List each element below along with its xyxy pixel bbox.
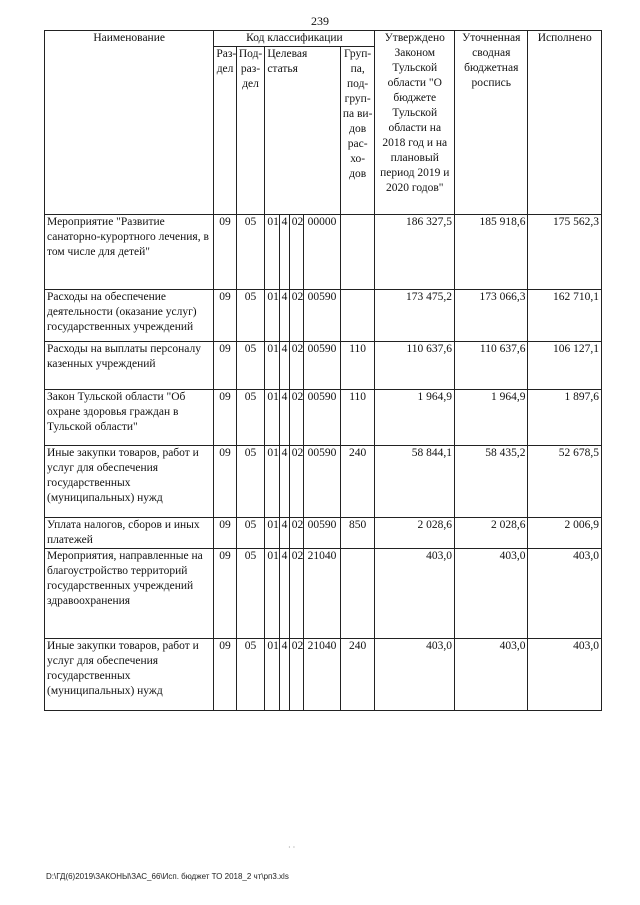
row-executed: 403,0	[528, 549, 602, 639]
table-row	[45, 549, 602, 639]
row-code-1: 01	[265, 446, 279, 518]
row-approved: 173 475,2	[375, 290, 455, 342]
row-code-3: 02	[289, 518, 303, 549]
row-code-4: 00590	[304, 290, 341, 342]
row-code-4: 00590	[304, 446, 341, 518]
row-code-4: 00590	[304, 390, 341, 446]
row-executed: 52 678,5	[528, 446, 602, 518]
scan-speck: · ·	[288, 843, 296, 852]
header-executed: Исполнено	[528, 31, 602, 215]
row-code-4: 00590	[304, 518, 341, 549]
table-row	[45, 518, 602, 549]
row-group	[340, 290, 375, 342]
row-razdel: 09	[214, 549, 236, 639]
row-refined: 403,0	[455, 639, 528, 711]
table-row	[45, 342, 602, 390]
file-path-footer: D:\ГД(6)2019\ЗАКОНЫ\ЗАС_66\Исп. бюджет ТО 2018_2 чт\рп3.xls	[46, 872, 289, 881]
row-group: 110	[340, 342, 375, 390]
row-group	[340, 215, 375, 290]
header-name: Наименование	[45, 31, 214, 215]
header-approved: Утверждено Законом Тульской области "О бюджете Тульской области на 2018 год и на плановый период 2019 и 2020 годов"	[375, 31, 455, 215]
table-row	[45, 215, 602, 290]
row-name: Уплата налогов, сборов и иных платежей	[45, 518, 214, 549]
row-refined: 185 918,6	[455, 215, 528, 290]
row-code-1: 01	[265, 215, 279, 290]
row-code-3: 02	[289, 446, 303, 518]
row-refined: 173 066,3	[455, 290, 528, 342]
row-razdel: 09	[214, 639, 236, 711]
row-razdel: 09	[214, 290, 236, 342]
row-podrazdel: 05	[236, 215, 265, 290]
row-code-2: 4	[279, 290, 289, 342]
row-code-3: 02	[289, 639, 303, 711]
table-row	[45, 390, 602, 446]
row-group	[340, 549, 375, 639]
row-refined: 2 028,6	[455, 518, 528, 549]
table-row	[45, 290, 602, 342]
row-approved: 110 637,6	[375, 342, 455, 390]
table-row	[45, 639, 602, 711]
row-code-1: 01	[265, 639, 279, 711]
row-refined: 1 964,9	[455, 390, 528, 446]
row-code-1: 01	[265, 518, 279, 549]
row-refined: 58 435,2	[455, 446, 528, 518]
row-code-3: 02	[289, 215, 303, 290]
header-code-group: Код классификации	[214, 31, 375, 47]
header-group: Груп-па, под-груп-па ви-дов рас-хо-дов	[340, 47, 375, 215]
row-group: 240	[340, 446, 375, 518]
row-name: Иные закупки товаров, работ и услуг для обеспечения государственных (муниципальных) нужд	[45, 639, 214, 711]
row-podrazdel: 05	[236, 342, 265, 390]
row-code-2: 4	[279, 639, 289, 711]
row-name: Мероприятия, направленные на благоустройство территорий государственных учреждений здравоохранения	[45, 549, 214, 639]
row-approved: 58 844,1	[375, 446, 455, 518]
row-code-1: 01	[265, 290, 279, 342]
header-refined: Уточненная сводная бюджетная роспись	[455, 31, 528, 215]
row-code-3: 02	[289, 390, 303, 446]
row-code-2: 4	[279, 446, 289, 518]
row-code-3: 02	[289, 290, 303, 342]
header-razdel: Раз-дел	[214, 47, 236, 215]
row-approved: 403,0	[375, 549, 455, 639]
row-podrazdel: 05	[236, 390, 265, 446]
row-executed: 162 710,1	[528, 290, 602, 342]
budget-table	[44, 30, 602, 711]
row-name: Расходы на обеспечение деятельности (оказание услуг) государственных учреждений	[45, 290, 214, 342]
row-code-2: 4	[279, 342, 289, 390]
row-approved: 403,0	[375, 639, 455, 711]
row-podrazdel: 05	[236, 549, 265, 639]
row-razdel: 09	[214, 518, 236, 549]
row-executed: 1 897,6	[528, 390, 602, 446]
row-code-1: 01	[265, 342, 279, 390]
row-group: 110	[340, 390, 375, 446]
row-code-1: 01	[265, 390, 279, 446]
row-razdel: 09	[214, 446, 236, 518]
row-code-4: 21040	[304, 639, 341, 711]
row-code-4: 21040	[304, 549, 341, 639]
table-row	[45, 446, 602, 518]
row-name: Закон Тульской области "Об охране здоровья граждан в Тульской области"	[45, 390, 214, 446]
page-number: 239	[311, 14, 329, 28]
row-code-2: 4	[279, 518, 289, 549]
row-refined: 403,0	[455, 549, 528, 639]
row-executed: 403,0	[528, 639, 602, 711]
row-razdel: 09	[214, 390, 236, 446]
row-code-3: 02	[289, 342, 303, 390]
row-approved: 1 964,9	[375, 390, 455, 446]
row-refined: 110 637,6	[455, 342, 528, 390]
row-group: 850	[340, 518, 375, 549]
row-podrazdel: 05	[236, 518, 265, 549]
row-name: Расходы на выплаты персоналу казенных учреждений	[45, 342, 214, 390]
row-group: 240	[340, 639, 375, 711]
row-podrazdel: 05	[236, 446, 265, 518]
row-approved: 2 028,6	[375, 518, 455, 549]
row-podrazdel: 05	[236, 290, 265, 342]
row-code-2: 4	[279, 215, 289, 290]
row-executed: 106 127,1	[528, 342, 602, 390]
row-name: Иные закупки товаров, работ и услуг для обеспечения государственных (муниципальных) нужд	[45, 446, 214, 518]
row-name: Мероприятие "Развитие санаторно-курортного лечения, в том числе для детей"	[45, 215, 214, 290]
row-code-1: 01	[265, 549, 279, 639]
row-razdel: 09	[214, 342, 236, 390]
row-executed: 175 562,3	[528, 215, 602, 290]
row-code-2: 4	[279, 390, 289, 446]
header-target-article: Целевая статья	[265, 47, 340, 215]
row-razdel: 09	[214, 215, 236, 290]
row-approved: 186 327,5	[375, 215, 455, 290]
row-podrazdel: 05	[236, 639, 265, 711]
row-code-2: 4	[279, 549, 289, 639]
header-podrazdel: Под-раз-дел	[236, 47, 265, 215]
row-executed: 2 006,9	[528, 518, 602, 549]
row-code-4: 00590	[304, 342, 341, 390]
row-code-4: 00000	[304, 215, 341, 290]
row-code-3: 02	[289, 549, 303, 639]
